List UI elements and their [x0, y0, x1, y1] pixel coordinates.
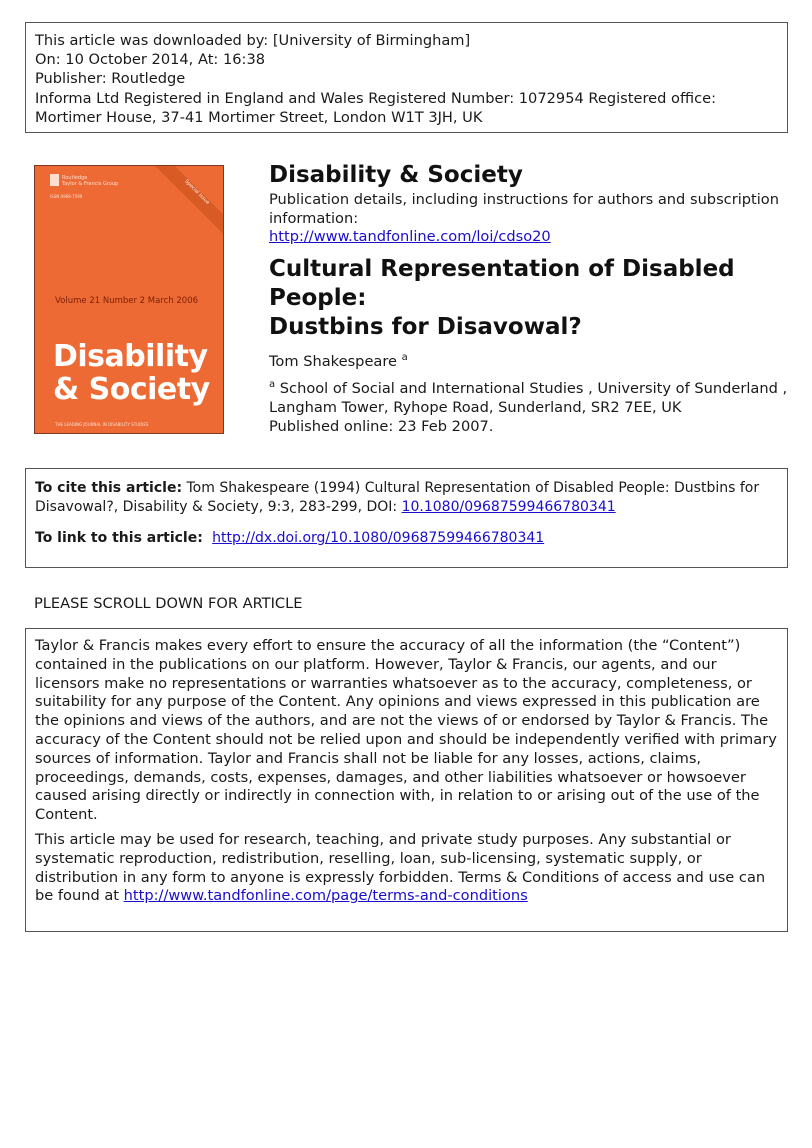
terms-conditions-link[interactable]: http://www.tandfonline.com/page/terms-and-conditions	[123, 887, 528, 905]
registration-line: Informa Ltd Registered in England and Wales Registered Number: 1072954 Registered office:	[35, 89, 717, 107]
usage-paragraph: This article may be used for research, teaching, and private study purposes. Any substantial or systematic reproduction, redistribution, reselling, loan, sub-licensing, systematic supply, or distribution in any form to anyone is expressly forbidden. Terms & Conditions of access and use can be found at http://www.tandfonline.com/page/terms-and-conditions	[35, 830, 766, 905]
journal-url-link[interactable]: http://www.tandfonline.com/loi/cdso20	[269, 228, 551, 245]
doi-link[interactable]: 10.1080/09687599466780341	[401, 498, 616, 515]
article-header	[269, 161, 799, 436]
cover-title: Disability & Society	[53, 339, 210, 407]
cover-volume: Volume 21 Number 2 March 2006	[55, 296, 199, 306]
author-affiliation: $^a$ School of Social and International Studies , University of Sunderland , Langham Tower, Ryhope Road, Sunderland, SR2 7EE, UK	[269, 378, 788, 416]
download-date-line: On: 10 October 2014, At: 16:38	[35, 51, 266, 69]
download-info-box	[25, 22, 788, 133]
terms-box	[25, 628, 788, 932]
cite-paragraph: To cite this article: Tom Shakespeare (1994) Cultural Representation of Disabled People: Dustbins for Disavowal?, Disability & Society, 9:3, 283-299, DOI: 10.1080/09687599466780341	[35, 480, 760, 515]
download-info-line: This article was downloaded by: [University of Birmingham]	[35, 32, 471, 49]
cover-publisher-text: Routledge Taylor & Francis Group	[62, 175, 119, 187]
citation-box	[25, 468, 788, 568]
journal-cover-image	[34, 165, 224, 434]
cite-label: To cite this article:	[35, 480, 183, 496]
publisher-line: Publisher: Routledge	[35, 70, 186, 88]
author-name: Tom Shakespeare $^a$	[269, 351, 408, 370]
cover-tagline: THE LEADING JOURNAL IN DISABILITY STUDIES	[55, 422, 149, 427]
cover-ribbon: Special Issue	[150, 165, 224, 239]
routledge-logo-icon	[50, 174, 59, 186]
office-address-line: Mortimer House, 37-41 Mortimer Street, London W1T 3JH, UK	[35, 108, 483, 126]
link-paragraph	[35, 529, 778, 548]
scroll-notice: PLEASE SCROLL DOWN FOR ARTICLE	[34, 595, 303, 612]
published-date: Published online: 23 Feb 2007.	[269, 417, 494, 435]
publication-details: Publication details, including instructions for authors and subscription information: http://www.tandfonline.com/loi/cdso20	[269, 191, 779, 245]
cover-issn: ISSN 0968-7599	[50, 194, 83, 199]
journal-title: Disability & Society	[269, 162, 523, 188]
link-label: To link to this article:	[35, 530, 208, 546]
article-doi-url-link[interactable]: http://dx.doi.org/10.1080/09687599466780341	[212, 530, 545, 546]
disclaimer-paragraph: Taylor & Francis makes every effort to ensure the accuracy of all the information (the “Content”) contained in the publications on our platform. However, Taylor & Francis, our agents, and our licensors make no representations or warranties whatsoever as to the accuracy, completeness, or suitability for any purpose of the Content. Any opinions and views expressed in this publication are the opinions and views of the authors, and are not the views of or endorsed by Taylor & Francis. The accuracy of the Content should not be relied upon and should be independently verified with primary sources of information. Taylor and Francis shall not be liable for any losses, actions, claims, proceedings, demands, costs, expenses, damages, and other liabilities whatsoever or howsoever caused arising directly or indirectly in connection with, in relation to or arising out of the use of the Content.	[35, 637, 777, 824]
article-title: Cultural Representation of Disabled People: Dustbins for Disavowal?	[269, 255, 735, 340]
